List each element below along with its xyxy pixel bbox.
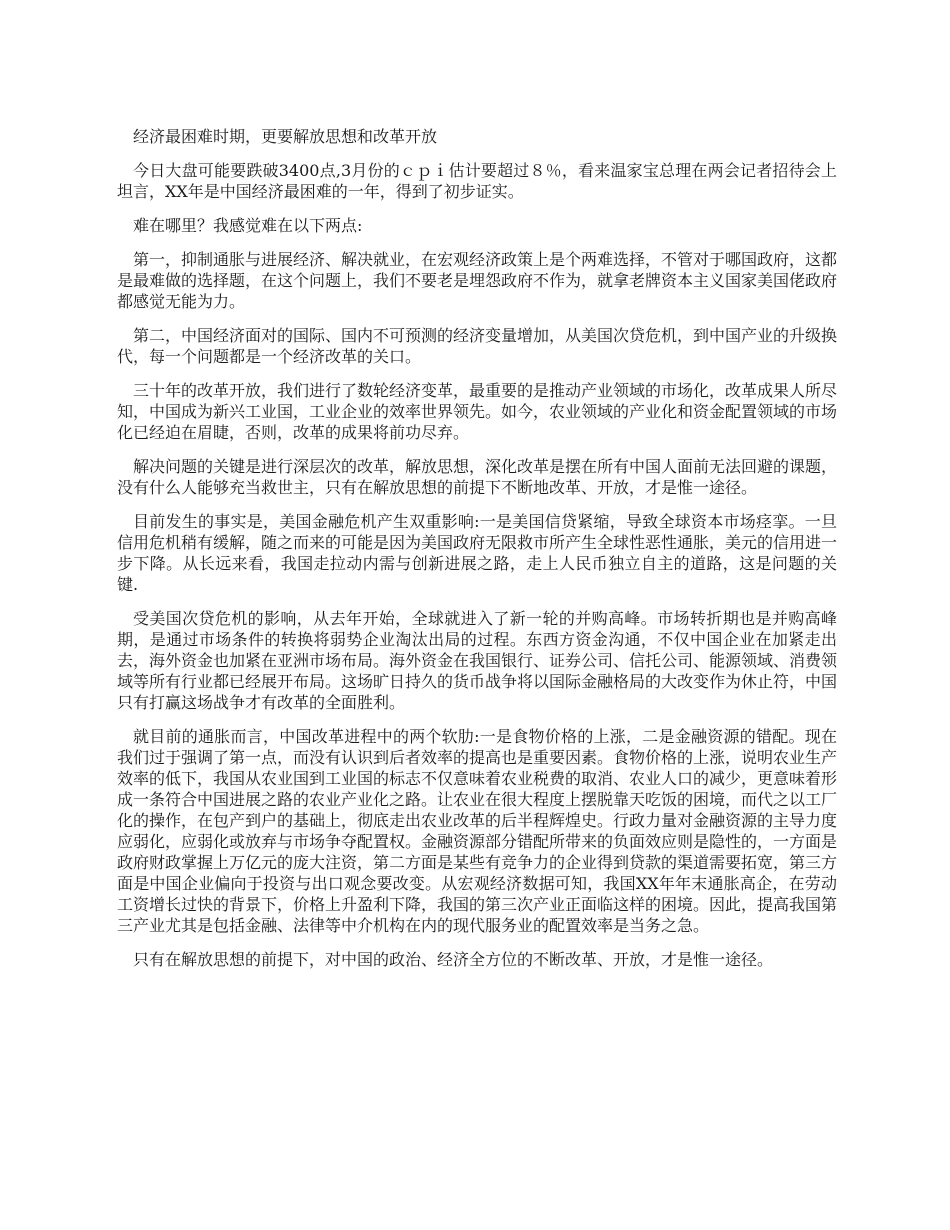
paragraph: 难在哪里？我感觉难在以下两点: xyxy=(133,216,363,235)
paragraph: 就目前的通胀而言，中国改革进程中的两个软肋:一是食物价格的上涨，二是金融资源的错配。现在我们过于强调了第一点，而没有认识到后者效率的提高也是重要因素。食物价格的上涨，说明农业生产效率的低下，我国从农业国到工业国的标志不仅意味着农业税费的取消、农业人口的减少，更意味着形成一条符合中国进展之路的农业产业化之路。让农业在很大程度上摆脱靠天吃饭的困境，而代之以工厂化的操作，在包产到户的基础上，彻底走出农业改革的后半程辉煌史。行政力量对金融资源的主导力度应弱化，应弱化或放弃与市场争夺配置权。金融资源部分错配所带来的负面效应则是隐性的，一方面是政府财政掌握上万亿元的庞大注资，第二方面是某些有竞争力的企业得到贷款的渠道需要拓宽，第三方面是中国企业偏向于投资与出口观念要改变。从宏观经济数据可知，我国XX年年末通胀高企，在劳动工资增长过快的背景下，价格上升盈利下降，我国的第三次产业正面临这样的困境。因此，提高我国第三产业尤其是包括金融、法律等中介机构在内的现代服务业的配置效率是当务之急。 xyxy=(117,727,838,935)
document-title: 经济最困难时期，更要解放思想和改革开放 xyxy=(133,127,438,146)
paragraph: 受美国次贷危机的影响，从去年开始，全球就进入了新一轮的并购高峰。市场转折期也是并购高峰期，是通过市场条件的转换将弱势企业淘汰出局的过程。东西方资金沟通，不仅中国企业在加紧走出去，海外资金也加紧在亚洲市场布局。海外资金在我国银行、证券公司、信托公司、能源领域、消费领域等所有行业都已经展开布局。这场旷日持久的货币战争将以国际金融格局的大改变作为休止符，中国只有打赢这场战争才有改革的全面胜利。 xyxy=(117,609,838,712)
paragraph: 今日大盘可能要跌破3400点,3月份的ｃｐｉ估计要超过８％，看来温家宝总理在两会记者招待会上坦言，XX年是中国经济最困难的一年，得到了初步证实。 xyxy=(117,161,837,201)
paragraph: 第一，抑制通胀与进展经济、解决就业，在宏观经济政策上是个两难选择，不管对于哪国政府，这都是最难做的选择题，在这个问题上，我们不要老是埋怨政府不作为，就拿老牌资本主义国家美国佬政府都感觉无能为力。 xyxy=(117,250,838,311)
document-body xyxy=(117,126,837,983)
paragraph: 解决问题的关键是进行深层次的改革，解放思想，深化改革是摆在所有中国人面前无法回避的课题，没有什么人能够充当救世主，只有在解放思想的前提下不断地改革、开放，才是惟一途径。 xyxy=(117,457,838,497)
paragraph: 三十年的改革开放，我们进行了数轮经济变革，最重要的是推动产业领域的市场化，改革成果人所尽知，中国成为新兴工业国，工业企业的效率世界领先。如今，农业领域的产业化和资金配置领域的市场化已经迫在眉睫，否则，改革的成果将前功尽弃。 xyxy=(117,381,838,442)
paragraph: 目前发生的事实是，美国金融危机产生双重影响:一是美国信贷紧缩，导致全球资本市场痉挛。一旦信用危机稍有缓解，随之而来的可能是因为美国政府无限救市所产生全球性恶性通胀，美元的信用进一步下降。从长远来看，我国走拉动内需与创新进展之路，走上人民币独立自主的道路，这是问题的关键. xyxy=(117,512,838,594)
paragraph: 第二，中国经济面对的国际、国内不可预测的经济变量增加，从美国次贷危机，到中国产业的升级换代，每一个问题都是一个经济改革的关口。 xyxy=(117,326,838,366)
paragraph: 只有在解放思想的前提下，对中国的政治、经济全方位的不断改革、开放，才是惟一途径。 xyxy=(133,950,774,969)
